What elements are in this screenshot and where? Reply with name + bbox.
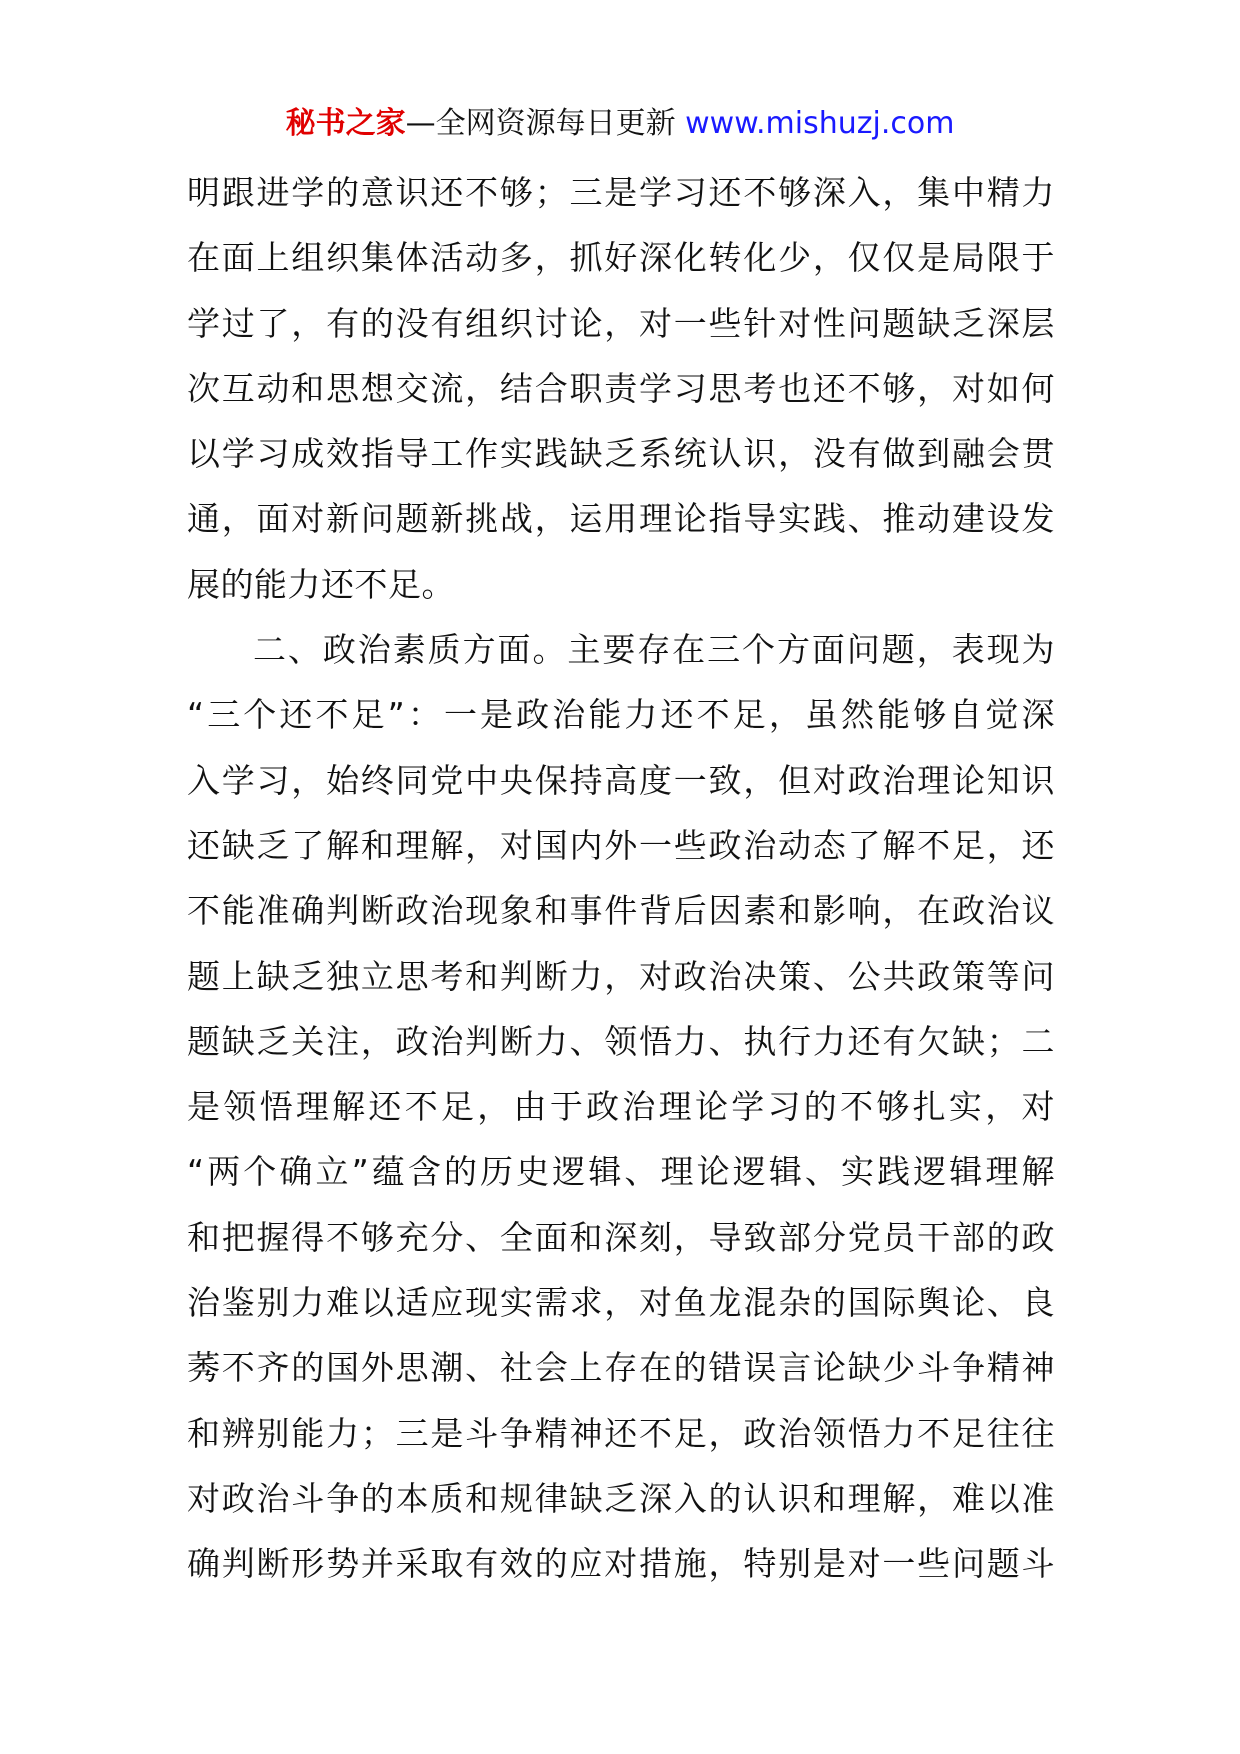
text-line: 题上缺乏独立思考和判断力，对政治决策、公共政策等问 [187,956,1055,996]
text-line: 确判断形势并采取有效的应对措施，特别是对一些问题斗 [187,1544,1055,1584]
website-link[interactable]: www.mishuzj.com [685,106,955,141]
text-line: 不能准确判断政治现象和事件背后因素和影响，在政治议 [187,891,1055,931]
document-body [187,160,1055,1597]
text-line: “三个还不足”：一是政治能力还不足，虽然能够自觉深 [187,695,1055,735]
header-tagline: 全网资源每日更新 [435,106,686,141]
text-line: 莠不齐的国外思潮、社会上存在的错误言论缺少斗争精神 [187,1348,1055,1388]
text-line: 和辨别能力；三是斗争精神还不足，政治领悟力不足往往 [187,1413,1055,1453]
page-header [0,104,1240,144]
text-line: 以学习成效指导工作实践缺乏系统认识，没有做到融会贯 [187,434,1055,474]
text-line: 在面上组织集体活动多，抓好深化转化少，仅仅是局限于 [187,238,1055,278]
section-heading-line: 二、政治素质方面。主要存在三个方面问题，表现为 [253,630,1055,670]
text-line: 入学习，始终同党中央保持高度一致，但对政治理论知识 [187,760,1055,800]
text-line: 题缺乏关注，政治判断力、领悟力、执行力还有欠缺；二 [187,1021,1055,1061]
text-line: 学过了，有的没有组织讨论，对一些针对性问题缺乏深层 [187,303,1055,343]
text-line: 次互动和思想交流，结合职责学习思考也还不够，对如何 [187,368,1055,408]
text-line: 和把握得不够充分、全面和深刻，导致部分党员干部的政 [187,1217,1055,1257]
text-line: 还缺乏了解和理解，对国内外一些政治动态了解不足，还 [187,825,1055,865]
paragraph-learning [187,160,1055,617]
text-line: 明跟进学的意识还不够；三是学习还不够深入，集中精力 [187,173,1055,212]
header-separator: — [405,106,436,141]
paragraph-political-quality [187,617,1055,1596]
text-line: 通，面对新问题新挑战，运用理论指导实践、推动建设发 [187,499,1055,539]
text-line: “两个确立”蕴含的历史逻辑、理论逻辑、实践逻辑理解 [187,1152,1055,1192]
text-line: 是领悟理解还不足，由于政治理论学习的不够扎实，对 [187,1087,1055,1127]
text-line: 治鉴别力难以适应现实需求，对鱼龙混杂的国际舆论、良 [187,1283,1055,1323]
text-line: 展的能力还不足。 [187,564,455,604]
brand-name: 秘书之家 [285,106,406,141]
text-line: 对政治斗争的本质和规律缺乏深入的认识和理解，难以准 [187,1478,1055,1518]
